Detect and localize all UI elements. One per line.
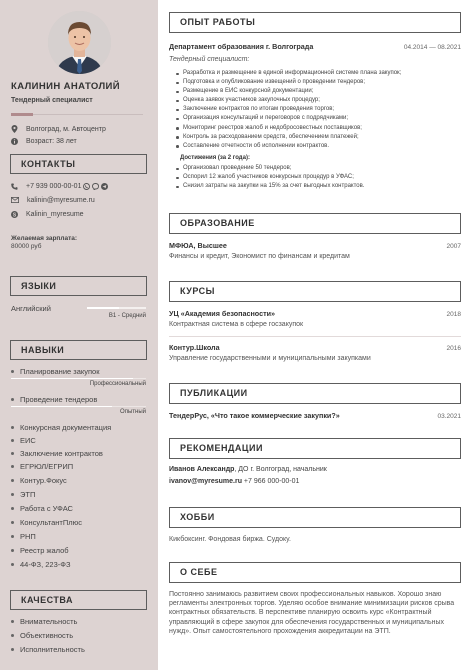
list-item: Контроль за расходованием средств, обеспечением платежей; <box>183 133 401 142</box>
publication-row <box>169 411 461 420</box>
experience-dates: 04.2014 — 08.2021 <box>403 44 461 51</box>
phone-text[interactable]: +7 939 000-00-01 <box>26 182 82 190</box>
course-header-row <box>169 343 461 352</box>
candidate-position: Тендерный специалист <box>11 97 93 104</box>
skill-item <box>11 490 35 499</box>
salary-value: 80000 руб <box>11 243 42 250</box>
info-icon <box>11 138 18 145</box>
skype-icon <box>11 211 18 218</box>
bullet-dot <box>11 452 14 455</box>
profile-photo <box>48 11 111 74</box>
skill-name: Контур.Фокус <box>20 476 67 485</box>
phone-row <box>11 180 108 192</box>
courses-heading: КУРСЫ <box>169 281 461 302</box>
skill-level: Опытный <box>120 409 146 415</box>
course-detail: Управление государственными и муниципальными закупками <box>169 355 371 362</box>
list-item: Составление отчетности об исполнении контрактов. <box>183 142 401 151</box>
divider <box>169 336 461 337</box>
skill-name: Конкурсная документация <box>20 423 112 432</box>
envelope-icon <box>11 197 19 203</box>
bullet-dot <box>11 563 14 566</box>
course-org: Контур.Школа <box>169 343 220 352</box>
bullet-dot <box>11 439 14 442</box>
bullet-dot <box>11 535 14 538</box>
whatsapp-icon[interactable] <box>83 183 90 190</box>
course-org: УЦ «Академия безопасности» <box>169 309 276 318</box>
recommender-contact-line <box>169 478 299 485</box>
bullet-dot <box>11 493 14 496</box>
skill-name: ЕГРЮЛ/ЕГРИП <box>20 462 74 471</box>
about-text: Постоянно занимаюсь развитием своих профессиональных навыков. Хорошо знаю регламенты электронных торгов. Уделяю особое внимание минимизации рисков срыва контрактных обязательств. В перспективе планирую освоить курс «Контрактный управляющий в сфере закупок для обеспечения государственных и муниципальных нужд». Опыт самостоятельного прохождения аккредитации на ЭТП. <box>169 591 455 635</box>
experience-header-row <box>169 42 461 51</box>
bullet-dot <box>11 465 14 468</box>
list-item: Разработка и размещение в единой информационной системе плана закупок; <box>183 69 401 78</box>
course-year: 2016 <box>446 345 461 352</box>
about-heading: О СЕБЕ <box>169 562 461 583</box>
quality-item <box>11 645 85 654</box>
quality-name: Исполнительность <box>20 645 85 654</box>
achievements-label: Достижения (за 2 года): <box>180 155 250 161</box>
skill-name: ЭТП <box>20 490 36 499</box>
list-item: Организовал проведение 50 тендеров; <box>183 164 364 173</box>
skill-item <box>11 560 70 569</box>
experience-heading: ОПЫТ РАБОТЫ <box>169 12 461 33</box>
duties-list <box>183 69 401 151</box>
skill-level-fill <box>11 378 133 379</box>
skill-item <box>11 518 82 527</box>
skill-level-bar <box>11 406 146 407</box>
svg-text:S: S <box>12 211 17 218</box>
skype-row <box>11 208 84 220</box>
bullet-dot <box>11 479 14 482</box>
quality-name: Внимательность <box>20 617 78 626</box>
experience-org: Департамент образования г. Волгограда <box>169 42 314 51</box>
quality-item <box>11 631 73 640</box>
skill-item <box>11 462 73 471</box>
publication-date: 03.2021 <box>437 413 461 420</box>
email-row <box>11 194 95 206</box>
bullet-dot <box>11 620 14 623</box>
achievements-list <box>183 164 364 191</box>
hobby-text: Кикбоксинг. Фондовая биржа. Судоку. <box>169 536 291 543</box>
city-text: Волгоград, м. Автоцентр <box>26 125 106 133</box>
email-text[interactable]: kalinin@myresume.ru <box>27 196 95 204</box>
bullet-dot <box>11 648 14 651</box>
sidebar <box>0 0 158 670</box>
bullet-dot <box>11 549 14 552</box>
qualities-heading: КАЧЕСТВА <box>10 590 147 610</box>
course-detail: Контрактная система в сфере госзакупок <box>169 321 304 328</box>
skill-item <box>11 395 97 404</box>
skill-level: Профессиональный <box>89 381 146 387</box>
accent-divider <box>11 113 33 116</box>
salary-label: Желаемая зарплата: <box>11 235 78 242</box>
course-year: 2018 <box>446 311 461 318</box>
skill-name: Реестр жалоб <box>20 546 69 555</box>
skill-name: КонсультантПлюс <box>20 518 82 527</box>
list-item: Организация консультаций и переговоров с подрядчиками; <box>183 114 401 123</box>
skill-name: 44-ФЗ, 223-ФЗ <box>20 560 71 569</box>
skill-name: Работа с УФАС <box>20 504 73 513</box>
skills-heading: НАВЫКИ <box>10 340 147 360</box>
publication-title: ТендерРус, «Что такое коммерческие закупки?» <box>169 411 340 420</box>
language-level-bar <box>87 307 146 309</box>
recommendations-heading: РЕКОМЕНДАЦИИ <box>169 438 461 459</box>
language-level-fill <box>87 307 119 309</box>
skill-item <box>11 436 36 445</box>
education-header-row <box>169 241 461 250</box>
skill-name: Заключение контрактов <box>20 449 103 458</box>
skill-item <box>11 367 100 376</box>
recommender-line <box>169 466 327 473</box>
bullet-dot <box>11 634 14 637</box>
skype-text[interactable]: Kalinin_myresume <box>26 210 84 218</box>
list-item: Оспорил 12 жалоб участников конкурсных процедур в УФАС; <box>183 173 364 182</box>
education-year: 2007 <box>446 243 461 250</box>
skill-item <box>11 449 103 458</box>
list-item: Подготовка и опубликование извещений о проведении тендеров; <box>183 78 401 87</box>
list-item: Оценка заявок участников закупочных процедур; <box>183 96 401 105</box>
telegram-icon[interactable] <box>101 183 108 190</box>
skill-name: Планирование закупок <box>20 367 100 376</box>
contacts-heading: КОНТАКТЫ <box>10 154 147 174</box>
candidate-name: КАЛИНИН АНАТОЛИЙ <box>11 81 121 92</box>
bullet-dot <box>11 521 14 524</box>
skill-item <box>11 546 69 555</box>
skill-item <box>11 476 67 485</box>
skill-item <box>11 504 73 513</box>
education-detail: Финансы и кредит, Экономист по финансам и кредитам <box>169 253 350 260</box>
age-text: Возраст: 38 лет <box>26 137 77 145</box>
hobby-heading: ХОББИ <box>169 507 461 528</box>
languages-heading: ЯЗЫКИ <box>10 276 147 296</box>
skill-level-fill <box>11 406 112 407</box>
publications-heading: ПУБЛИКАЦИИ <box>169 383 461 404</box>
education-org: МФЮА, Высшее <box>169 241 227 250</box>
bullet-dot <box>11 370 14 373</box>
skill-level-bar <box>11 378 146 379</box>
divider-line <box>33 114 143 115</box>
skill-item <box>11 423 111 432</box>
bullet-dot <box>11 507 14 510</box>
skill-item <box>11 532 36 541</box>
skill-name: ЕИС <box>20 436 36 445</box>
main-content <box>158 0 473 670</box>
quality-name: Объективность <box>20 631 74 640</box>
location-pin-icon <box>11 125 18 133</box>
skill-name: РНП <box>20 532 36 541</box>
quality-item <box>11 617 77 626</box>
list-item: Снизил затраты на закупки на 15% за счет выгодных контрактов. <box>183 182 364 191</box>
recommender-name: Иванов Александр <box>169 466 235 473</box>
education-heading: ОБРАЗОВАНИЕ <box>169 213 461 234</box>
bullet-dot <box>11 426 14 429</box>
language-level: B1 - Средний <box>108 313 146 319</box>
experience-role: Тендерный специалист: <box>169 56 250 63</box>
bullet-dot <box>11 398 14 401</box>
list-item: Размещение в ЕИС конкурсной документации; <box>183 87 401 96</box>
skill-name: Проведение тендеров <box>20 395 98 404</box>
recommender-phone[interactable]: +7 966 000-00-01 <box>241 478 300 485</box>
city-row <box>11 123 106 135</box>
list-item: Мониторинг реестров жалоб и недобросовестных поставщиков; <box>183 124 401 133</box>
phone-icon <box>11 183 18 190</box>
viber-icon[interactable] <box>92 183 99 190</box>
list-item: Заключение контрактов по итогам проведения торгов; <box>183 105 401 114</box>
course-header-row <box>169 309 461 318</box>
recommender-email[interactable]: ivanov@myresume.ru <box>169 478 242 485</box>
language-name: Английский <box>11 304 51 313</box>
age-row <box>11 135 77 147</box>
recommender-details: , ДО г. Волгоград, начальник <box>234 466 327 473</box>
